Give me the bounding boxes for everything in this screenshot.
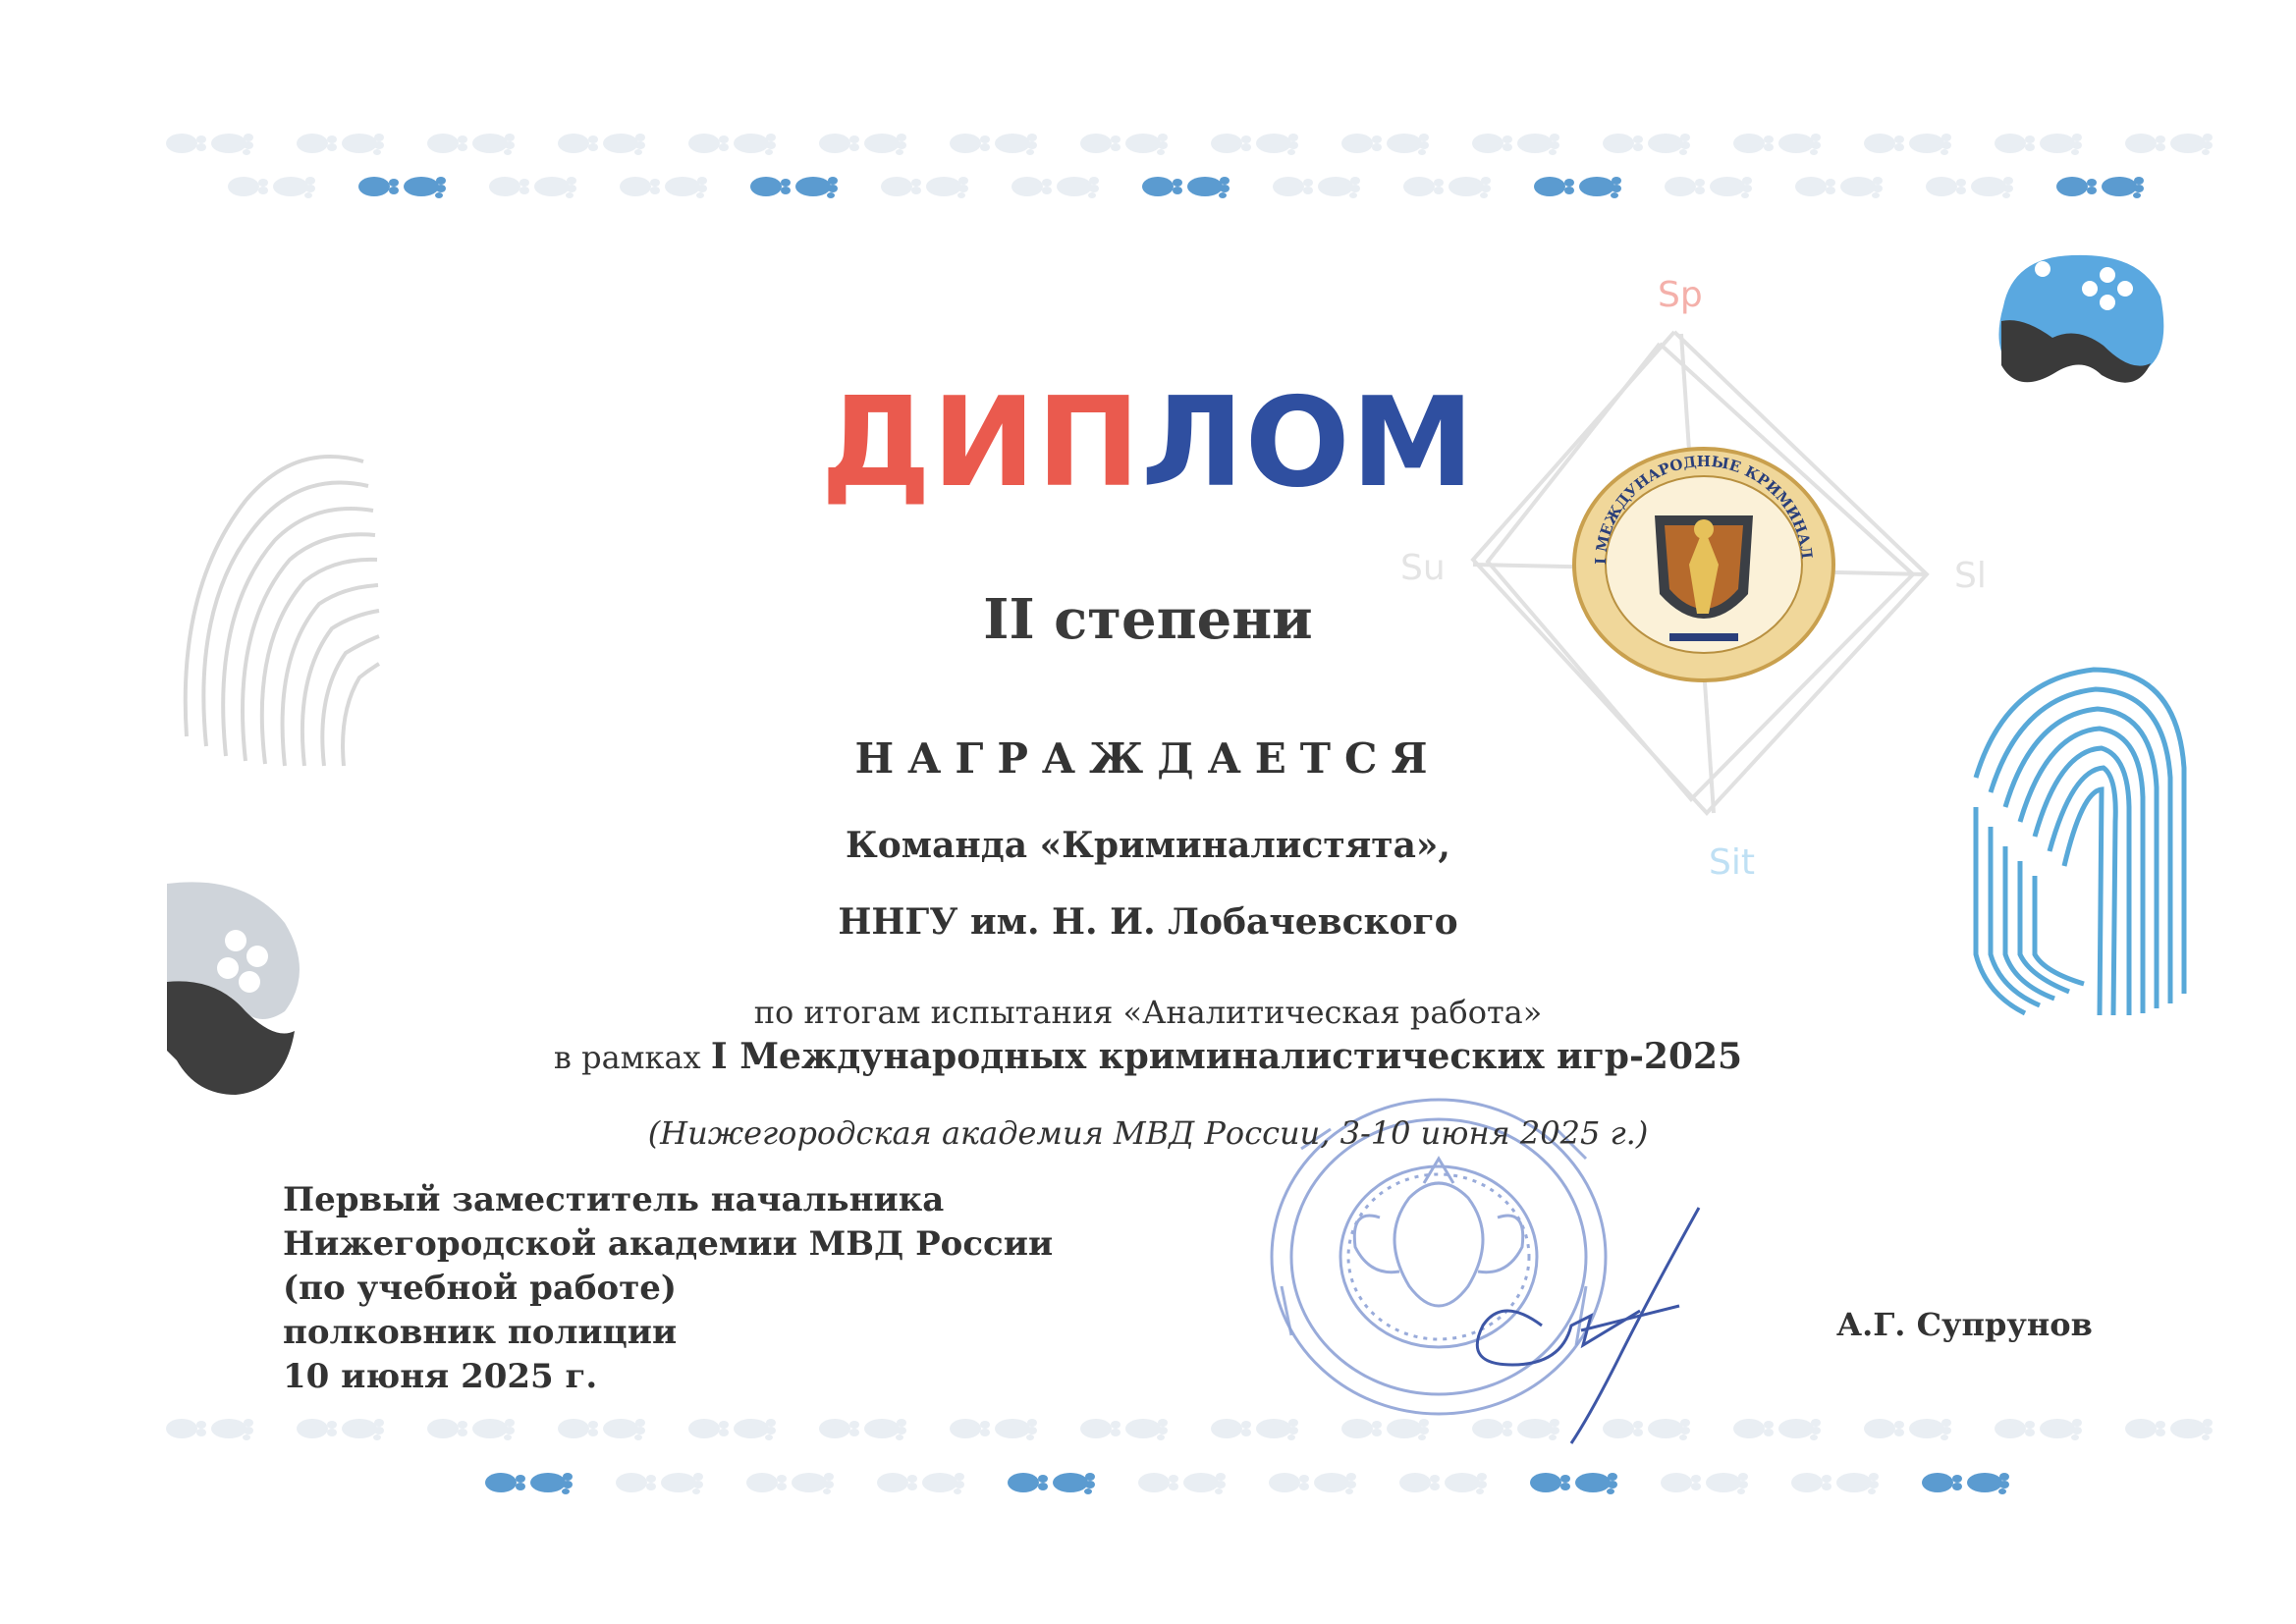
title-red-part: ДИП [820, 370, 1141, 514]
diploma-degree: II степени [983, 587, 1313, 652]
event-prefix: в рамках [553, 1039, 711, 1076]
diagram-label-sit: Sit [1709, 842, 1755, 883]
signer-block [283, 1178, 1053, 1399]
award-reason: по итогам испытания «Аналитическая работа» [753, 994, 1543, 1031]
signer-rank: полковник полиции [283, 1313, 678, 1352]
svg-text:I МЕЖДУНАРОДНЫЕ КРИМИНАЛИСТИЧЕ: I МЕЖДУНАРОДНЫЕ КРИМИНАЛИСТИЧЕСКИЕ ИГРЫ - 2025 [1561, 433, 1816, 566]
team-name: Команда «Криминалистята», [846, 825, 1450, 866]
diagram-label-su: Su [1400, 548, 1446, 588]
title-blue-part: ЛОМ [1140, 370, 1476, 514]
awarded-heading: НАГРАЖДАЕТСЯ [854, 734, 1442, 783]
event-location-date: (Нижегородская академия МВД России, 3-10 июня 2025 г.) [647, 1114, 1649, 1152]
university-name: ННГУ им. Н. И. Лобачевского [838, 901, 1458, 943]
diagram-label-sp: Sp [1658, 275, 1703, 315]
signature-image [1463, 1208, 1719, 1443]
signer-name: А.Г. Супрунов [1836, 1306, 2093, 1343]
diploma-title [0, 370, 2296, 514]
signing-date: 10 июня 2025 г. [283, 1357, 598, 1396]
event-name: I Международных криминалистических игр-2025 [710, 1036, 1743, 1077]
diagram-label-sl: Sl [1954, 556, 1987, 596]
signer-position-line: Первый заместитель начальника [283, 1180, 945, 1219]
event-line [0, 1036, 2296, 1077]
signer-position-line: (по учебной работе) [283, 1269, 678, 1308]
signer-position-line: Нижегородской академии МВД России [283, 1224, 1054, 1264]
